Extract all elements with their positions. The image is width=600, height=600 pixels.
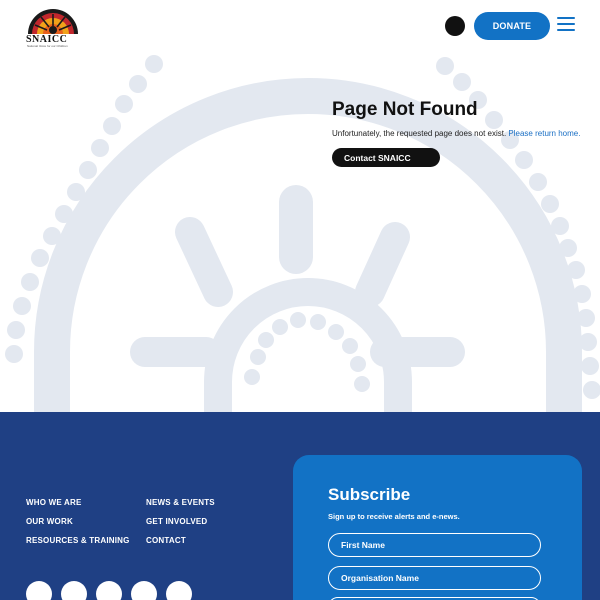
- social-icon[interactable]: [26, 581, 52, 600]
- page-title: Page Not Found: [332, 99, 478, 120]
- social-icon[interactable]: [131, 581, 157, 600]
- donate-button[interactable]: DONATE: [474, 12, 550, 40]
- footer-link-news-events[interactable]: NEWS & EVENTS: [146, 498, 215, 507]
- footer-link-who-we-are[interactable]: WHO WE ARE: [26, 498, 82, 507]
- footer-link-get-involved[interactable]: GET INVOLVED: [146, 517, 208, 526]
- logo-tagline: National Voice for our Children: [27, 44, 68, 48]
- return-home-link[interactable]: Please return home.: [508, 129, 581, 138]
- search-icon[interactable]: [445, 16, 465, 36]
- not-found-message: [332, 129, 580, 138]
- contact-snaicc-button[interactable]: Contact SNAICC: [332, 148, 440, 167]
- site-header: [0, 0, 600, 52]
- subscribe-description: Sign up to receive alerts and e-news.: [328, 512, 460, 521]
- footer-link-our-work[interactable]: OUR WORK: [26, 517, 73, 526]
- hamburger-menu-icon[interactable]: [557, 17, 577, 35]
- decorative-pattern-icon: [0, 52, 600, 412]
- logo-wordmark: SNAICC: [26, 34, 68, 45]
- footer-link-contact[interactable]: CONTACT: [146, 536, 186, 545]
- social-icon[interactable]: [61, 581, 87, 600]
- organisation-name-field[interactable]: [328, 566, 541, 590]
- footer-link-resources-training[interactable]: RESOURCES & TRAINING: [26, 536, 130, 545]
- not-found-hero: [0, 52, 600, 412]
- subscribe-title: Subscribe: [328, 485, 411, 504]
- social-icon[interactable]: [96, 581, 122, 600]
- not-found-text: Unfortunately, the requested page does not exist.: [332, 129, 507, 138]
- first-name-field[interactable]: [328, 533, 541, 557]
- social-icon[interactable]: [166, 581, 192, 600]
